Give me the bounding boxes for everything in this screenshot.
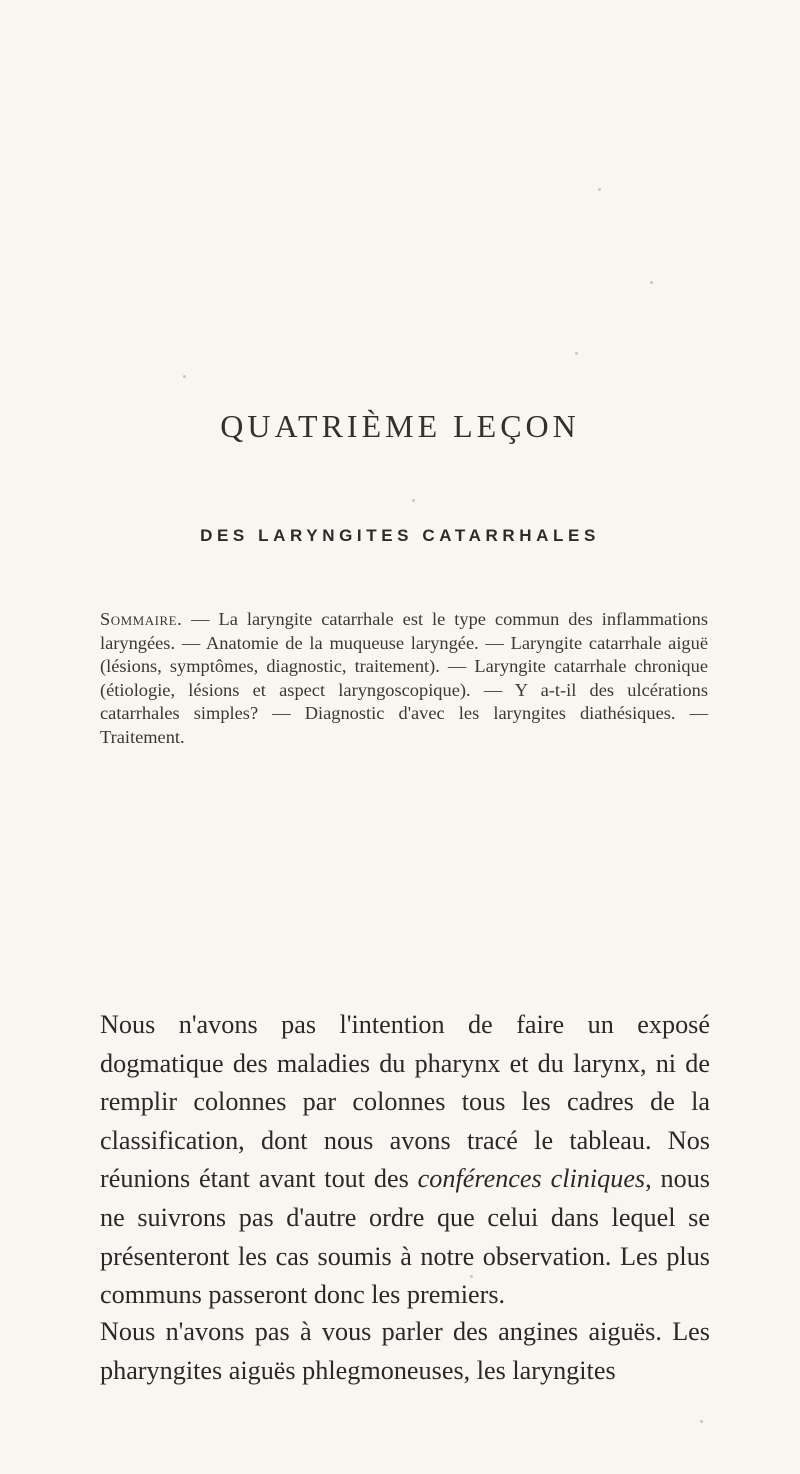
- summary-label: Sommaire.: [100, 609, 183, 629]
- chapter-title: QUATRIÈME LEÇON: [220, 408, 580, 444]
- paper-speck: [700, 1420, 703, 1423]
- body-paragraph-1: [100, 1006, 710, 1315]
- paper-speck: [412, 499, 415, 502]
- paragraph-2-text: Nous n'avons pas à vous parler des angines aiguës. Les pharyngites aiguës phlegmoneuses, les laryngites: [100, 1317, 710, 1385]
- chapter-subtitle: DES LARYNGITES CATARRHALES: [200, 526, 600, 545]
- paragraph-1-text-a: Nous n'avons pas l'intention de faire un exposé dogmatique des maladies du pharynx et du larynx, ni de remplir colonnes par colonnes tous les cadres de la classification, dont nous avons tracé le tableau. Nos réunions étant avant tout des: [100, 1010, 710, 1194]
- chapter-summary: [100, 608, 708, 750]
- body-paragraph-2: [100, 1313, 710, 1390]
- paragraph-1-emphasis: conférences cliniques: [417, 1164, 646, 1194]
- paper-speck: [575, 352, 578, 355]
- paper-speck: [598, 188, 601, 191]
- summary-text: — La laryngite catarrhale est le type commun des inflammations laryngées. — Anatomie de la muqueuse laryngée. — Laryngite catarrhale aiguë (lésions, symptômes, diagnostic, traitement). — Laryngite catarrhale chronique (étiologie, lésions et aspect laryngoscopique). — Y a-t-il des ulcérations catarrhales simples? — Diagnostic d'avec les laryngites diathésiques. — Traitement.: [100, 609, 708, 747]
- paper-speck: [650, 281, 653, 284]
- paragraph-1-text-b: , nous ne suivrons pas d'autre ordre que celui dans lequel se présenteront les cas soumis à notre observation. Les plus communs passeront donc les premiers.: [100, 1164, 711, 1310]
- paper-speck: [183, 375, 186, 378]
